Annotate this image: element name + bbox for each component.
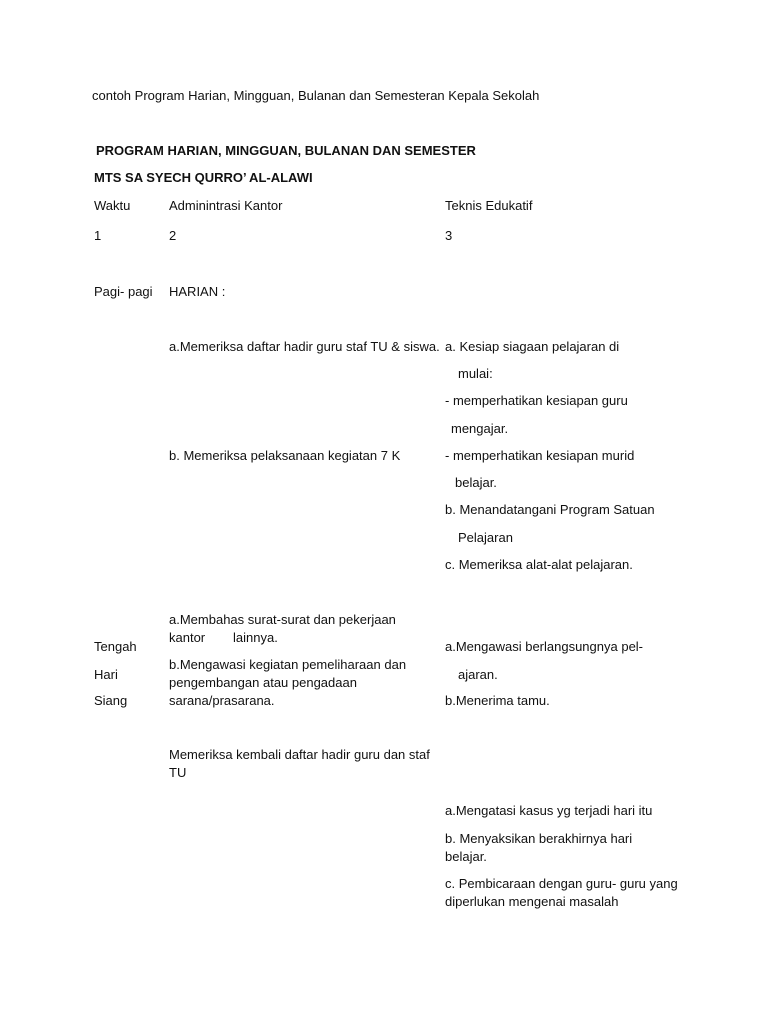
teknis-item: mulai:	[458, 366, 493, 381]
teknis-item: mengajar.	[451, 421, 509, 436]
teknis-item: ajaran.	[458, 667, 498, 682]
admin-item: Memeriksa kembali daftar hadir guru dan staf TU	[169, 747, 430, 780]
section-harian: HARIAN :	[169, 284, 226, 299]
time-hari: Hari	[94, 667, 118, 682]
teknis-item: - memperhatikan kesiapan murid	[445, 448, 635, 463]
admin-item: a.Memeriksa daftar hadir guru staf TU & siswa.	[169, 339, 440, 354]
header-administrasi: Adminintrasi Kantor	[169, 198, 283, 213]
time-siang: Siang	[94, 693, 128, 708]
admin-item: a.Membahas surat-surat dan pekerjaan	[169, 612, 396, 627]
time-pagi: Pagi- pagi	[94, 284, 153, 299]
teknis-item: b. Menyaksikan berakhirnya hari belajar.	[445, 831, 633, 864]
teknis-item: Pelajaran	[458, 530, 513, 545]
header-waktu: Waktu	[94, 198, 131, 213]
column-number-3: 3	[445, 228, 453, 243]
teknis-item: a. Kesiap siagaan pelajaran di	[445, 339, 620, 354]
teknis-item: c. Memeriksa alat-alat pelajaran.	[445, 557, 633, 572]
intro-text: contoh Program Harian, Mingguan, Bulanan dan Semesteran Kepala Sekolah	[92, 88, 540, 103]
teknis-item: belajar.	[455, 475, 497, 490]
admin-item: b. Memeriksa pelaksanaan kegiatan 7 K	[169, 448, 401, 463]
admin-item: kantor	[169, 630, 206, 645]
teknis-item: c. Pembicaraan dengan guru- guru yang diperlukan mengenai masalah	[445, 876, 678, 909]
column-number-2: 2	[169, 228, 177, 243]
time-tengah: Tengah	[94, 639, 137, 654]
teknis-item: a.Mengawasi berlangsungnya pel-	[445, 639, 644, 654]
teknis-item: b. Menandatangani Program Satuan	[445, 502, 655, 517]
teknis-item: a.Mengatasi kasus yg terjadi hari itu	[445, 803, 653, 818]
header-teknis: Teknis Edukatif	[445, 198, 533, 213]
document-heading: PROGRAM HARIAN, MINGGUAN, BULANAN DAN SEMESTER	[96, 143, 476, 158]
teknis-item: b.Menerima tamu.	[445, 693, 550, 708]
teknis-item: - memperhatikan kesiapan guru	[445, 393, 628, 408]
column-number-1: 1	[94, 228, 102, 243]
school-name: MTS SA SYECH QURRO’ AL-ALAWI	[94, 170, 313, 185]
admin-item: b.Mengawasi kegiatan pemeliharaan dan pengembangan atau pengadaan sarana/prasarana.	[169, 657, 407, 708]
admin-item: lainnya.	[233, 630, 278, 645]
